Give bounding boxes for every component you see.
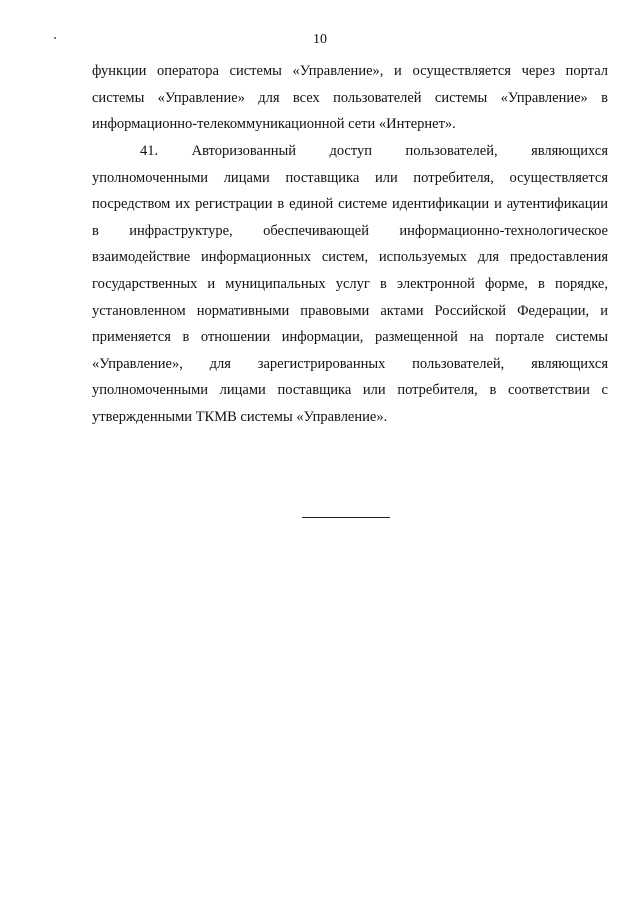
page-number: 10 bbox=[313, 32, 327, 47]
closing-divider bbox=[302, 517, 390, 518]
paragraph-text: функции оператора системы «Управление», и осуществляется через портал системы «Управление» для всех пользователей системы «Управление» в информационно-телекоммуникационной сети «Интернет». bbox=[92, 63, 608, 133]
paragraph-continued bbox=[92, 58, 608, 138]
paragraph-41 bbox=[92, 138, 608, 431]
paragraph-text: 41. Авторизованный доступ пользователей, являющихся уполномоченными лицами поставщика или потребителя, осуществляется посредством их регистрации в единой системе идентификации и аутентификации в инфраструктуре, обеспечивающей информационно-технологическое взаимодействие информационных систем, используемых для предоставления государственных и муниципальных услуг в электронной форме, в порядке, установленном нормативными правовыми актами Российской Федерации, и применяется в отношении информации, размещенной на портале системы «Управление», для зарегистрированных пользователей, являющихся уполномоченными лицами поставщика или потребителя, в соответствии с утвержденными ТКМВ системы «Управление». bbox=[92, 143, 608, 425]
